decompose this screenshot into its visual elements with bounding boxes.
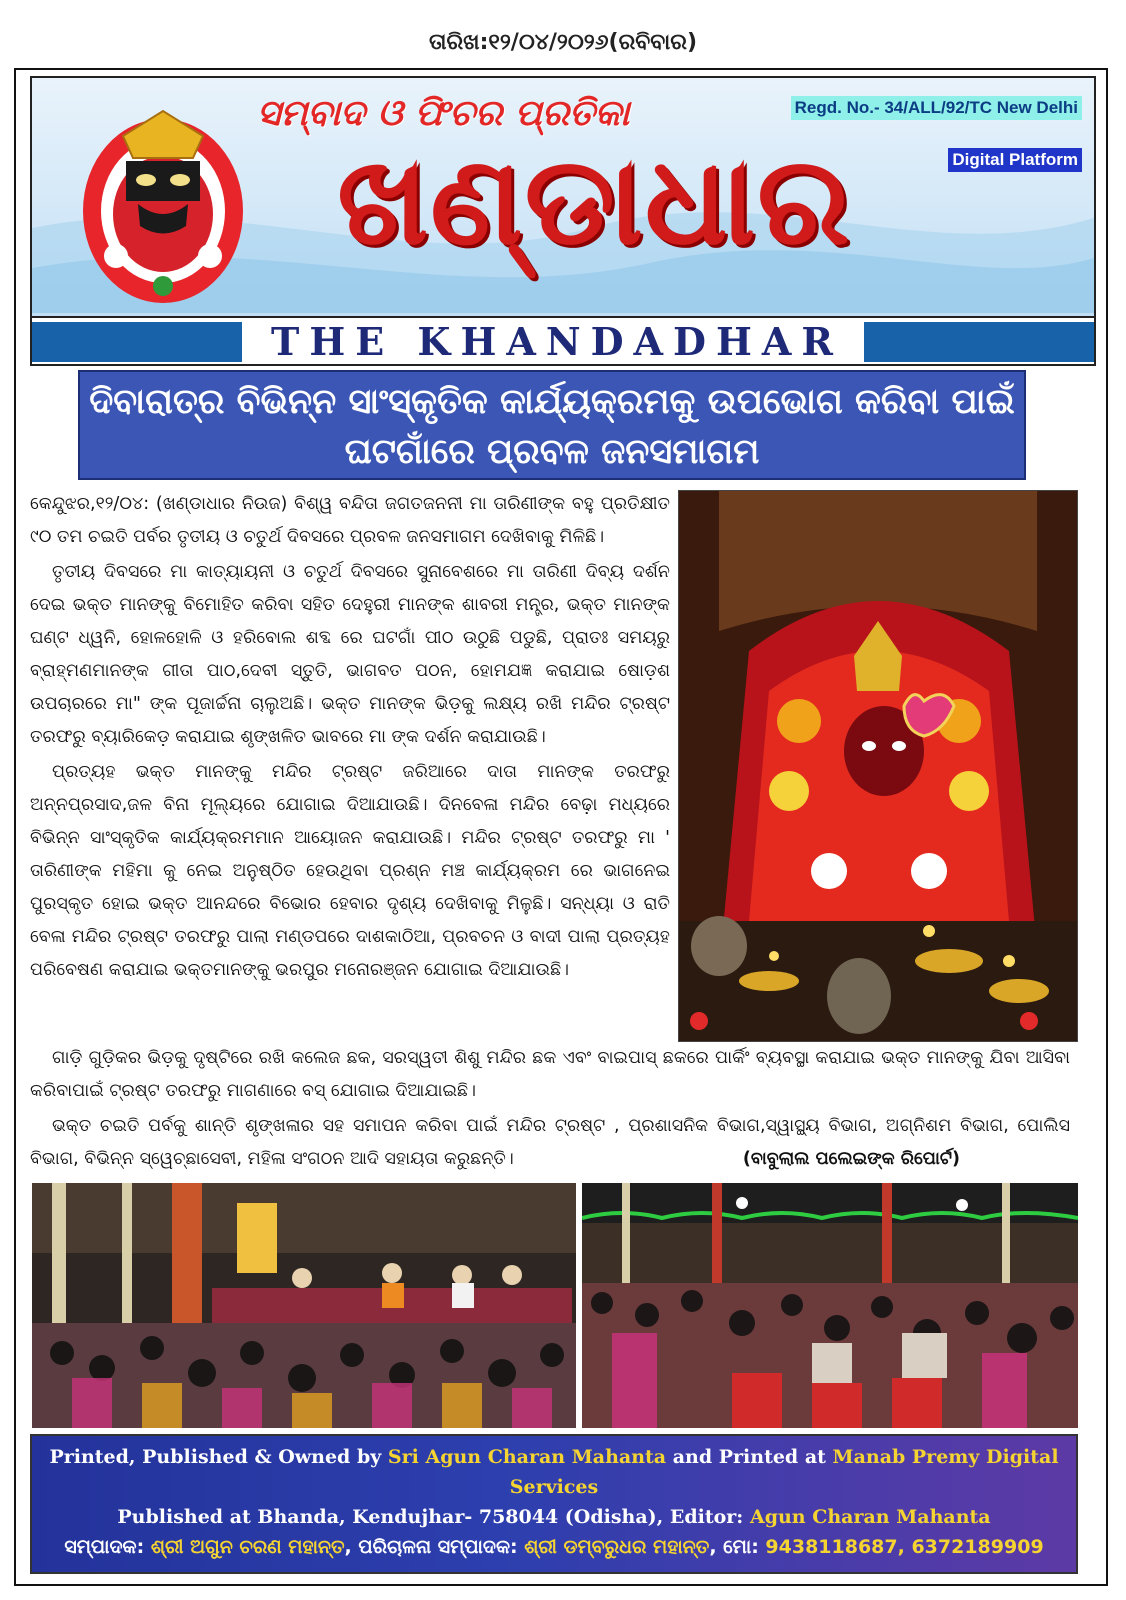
headline-line-1: ଦିବାରାତ୍ର ବିଭିନ୍ନ ସାଂସ୍କୃତିକ କାର୍ଯ୍ୟକ୍ରମକୁ ଉପଭୋଗ କରିବା ପାଇଁ: [89, 382, 1015, 422]
footer-printed-label: Printed, Published & Owned by: [49, 1446, 388, 1468]
crowd-photo-illustration: [582, 1183, 1078, 1428]
footer-editor-label-odia: ସମ୍ପାଦକ:: [64, 1536, 151, 1558]
footer-managing-editor-name: ଶ୍ରୀ ଡମ୍ବରୁଧର ମହାନ୍ତ: [524, 1536, 710, 1558]
stage-performance-photo: [32, 1183, 576, 1428]
article-paragraph-2: ତୃତୀୟ ଦିବସରେ ମା କାତ୍ୟାୟନୀ ଓ ଚତୁର୍ଥ ଦିବସରେ ସୁନାବେଶରେ ମା ତାରିଣୀ ଦିବ୍ୟ ଦର୍ଶନ ଦେଇ ଭକ୍ତ ମାନଙ୍କୁ ବିମୋହିତ କରିବା ସହିତ ଦେହୁରୀ ମାନଙ୍କ ଶାବରୀ ମନ୍ତ୍ର, ଭକ୍ତ ମାନଙ୍କ ଘଣ୍ଟ ଧ୍ୱନି, ହୋଳହୋଳି ଓ ହରିବୋଲ ଶବ୍ଦ ରେ ଘଟଗାଁ ପୀଠ ଉଠୁଛି ପଡୁଛି, ପ୍ରାତଃ ସମୟରୁ ବ୍ରାହ୍ମଣମାନଙ୍କ ଗୀତା ପାଠ,ଦେବୀ ସ୍ତୁତି, ଭାଗବତ ପଠନ, ହୋମଯଜ୍ଞ କରାଯାଇ ଷୋଡ଼ଶ ଉପଚାରରେ ମା" ଙ୍କ ପୂଜାର୍ଚ୍ଚନା ଚାଲୁଅଛି। ଭକ୍ତ ମାନଙ୍କ ଭିଡ଼କୁ ଲକ୍ଷ୍ୟ ରଖି ମନ୍ଦିର ଟ୍ରଷ୍ଟ ତରଫରୁ ବ୍ୟାରିକେଡ଼ କରାଯାଇ ଶୃଙ୍ଖଳିତ ଭାବରେ ମା ଙ୍କ ଦର୍ଶନ କରାଯାଉଛି।: [30, 562, 670, 747]
goddess-emblem-icon: [78, 106, 248, 306]
bar-block-right: [864, 322, 1096, 362]
english-name: THE KHANDADHAR: [271, 319, 843, 364]
registration-number: Regd. No.- 34/ALL/92/TC New Delhi: [791, 96, 1082, 120]
english-name-bar: [32, 316, 1094, 366]
footer-published-label: Published at Bhanda, Kendujhar- 758044 (Odisha), Editor:: [117, 1506, 750, 1528]
footer-managing-editor-label: , ପରିଚାଳନା ସମ୍ପାଦକ:: [344, 1536, 525, 1558]
headline: [78, 370, 1026, 480]
date-line: ତାରିଖ:୧୨/୦୪/୨୦୨୬(ରବିବାର): [428, 30, 698, 55]
footer-line-1: [32, 1442, 1076, 1502]
masthead-title: ଖଣ୍ଡାଧାର: [337, 128, 852, 272]
deity-photo: [678, 490, 1078, 1042]
masthead: [30, 76, 1096, 366]
bar-block-left: [32, 322, 242, 362]
article-paragraph-3: ପ୍ରତ୍ୟହ ଭକ୍ତ ମାନଙ୍କୁ ମନ୍ଦିର ଟ୍ରଷ୍ଟ ଜରିଆରେ ଦାତା ମାନଙ୍କ ତରଫରୁ ଅନ୍ନପ୍ରସାଦ,ଜଳ ବିନା ମୂଲ୍ୟରେ ଯୋଗାଇ ଦିଆଯାଉଛି। ଦିନବେଳା ମନ୍ଦିର ବେଢ଼ା ମଧ୍ୟରେ ବିଭିନ୍ନ ସାଂସ୍କୃତିକ କାର୍ଯ୍ୟକ୍ରମମାନ ଆୟୋଜନ କରାଯାଉଛି। ମନ୍ଦିର ଟ୍ରଷ୍ଟ ତରଫରୁ ମା ' ତାରିଣୀଙ୍କ ମହିମା କୁ ନେଇ ଅନୁଷ୍ଠିତ ହେଉଥିବା ପ୍ରଶ୍ନ ମଞ୍ଚ କାର୍ଯ୍ୟକ୍ରମ ରେ ଭାଗନେଇ ପୁରସ୍କୃତ ହୋଇ ଭକ୍ତ ଆନନ୍ଦରେ ବିଭୋର ହେବାର ଦୃଶ୍ୟ ଦେଖିବାକୁ ମିଳୁଛି। ସନ୍ଧ୍ୟା ଓ ରାତି ବେଳା ମନ୍ଦିର ଟ୍ରଷ୍ଟ ତରଫରୁ ପାଲା ମଣ୍ଡପରେ ଦାଶକାଠିଆ, ପ୍ରବଚନ ଓ ବାଦୀ ପାଲା ପ୍ରତ୍ୟହ ପରିବେଷଣ କରାଯାଇ ଭକ୍ତମାନଙ୍କୁ ଭରପୁର ମନୋରଞ୍ଜନ ଯୋଗାଇ ଦିଆଯାଉଛି।: [30, 762, 670, 980]
article-paragraph-1: କେନ୍ଦୁଝର,୧୨/୦୪: (ଖଣ୍ଡାଧାର ନିଉଜ) ବିଶ୍ୱ ବନ୍ଦିତା ଜଗତଜନନୀ ମା ତାରିଣୀଙ୍କ ବହୁ ପ୍ରତିକ୍ଷୀତ ୯୦ ତମ ଚଇତି ପର୍ବର ତୃତୀୟ ଓ ଚତୁର୍ଥ ଦିବସରେ ପ୍ରବଳ ଜନସମାଗମ ଦେଖିବାକୁ ମିଳିଛି।: [30, 494, 670, 547]
footer-printed-at-label: and Printed at: [666, 1446, 833, 1468]
article-paragraph-4: ଗାଡ଼ି ଗୁଡ଼ିକର ଭିଡ଼କୁ ଦୃଷ୍ଟିରେ ରଖି କଲେଜ ଛକ, ସରସ୍ୱତୀ ଶିଶୁ ମନ୍ଦିର ଛକ ଏବଂ ବାଇପାସ୍ ଛକରେ ପାର୍କିଂ ବ୍ୟବସ୍ଥା କରାଯାଇ ଭକ୍ତ ମାନଙ୍କୁ ଯିବା ଆସିବା କରିବାପାଇଁ ଟ୍ରଷ୍ଟ ତରଫରୁ ମାଗଣାରେ ବସ୍ ଯୋଗାଇ ଦିଆଯାଇଛି।: [30, 1048, 1070, 1101]
devotee-crowd-photo: [582, 1183, 1078, 1428]
masthead-subtitle: ସମ୍ବାଦ ଓ ଫିଚର ପ୍ରତିକା: [257, 93, 630, 134]
article-paragraph-5: [30, 1110, 1070, 1176]
article-column: [30, 488, 670, 989]
article-continuation: [30, 1042, 1070, 1178]
footer-phone-numbers: 9438118687, 6372189909: [765, 1536, 1044, 1558]
footer-editor-name-odia: ଶ୍ରୀ ଅଗୁନ ଚରଣ ମହାନ୍ତ: [150, 1536, 345, 1558]
footer-imprint: [30, 1434, 1078, 1574]
footer-owner-name: Sri Agun Charan Mahanta: [387, 1446, 667, 1468]
footer-line-3: [32, 1532, 1076, 1562]
footer-line-2: [32, 1502, 1076, 1532]
deity-photo-illustration: [679, 491, 1077, 1041]
footer-mobile-label: , ମୋ:: [709, 1536, 766, 1558]
headline-line-2: ଘଟଗାଁରେ ପ୍ରବଳ ଜନସମାଗମ: [344, 432, 760, 472]
footer-editor-name: Agun Charan Mahanta: [749, 1506, 991, 1528]
article-paragraph-5-text: ଭକ୍ତ ଚଇତି ପର୍ବକୁ ଶାନ୍ତି ଶୃଙ୍ଖଳାର ସହ ସମାପନ କରିବା ପାଇଁ ମନ୍ଦିର ଟ୍ରଷ୍ଟ , ପ୍ରଶାସନିକ ବିଭାଗ,ସ୍ୱାସ୍ଥ୍ୟ ବିଭାଗ, ଅଗ୍ନିଶମ ବିଭାଗ, ପୋଲିସ ବିଭାଗ, ବିଭିନ୍ନ ସ୍ୱେଚ୍ଛାସେବୀ, ମହିଳା ସଂଗଠନ ଆଦି ସହାୟତା କରୁଛନ୍ତି।: [30, 1116, 1070, 1169]
byline: (ବାବୁଲାଲ ପଲେଇଙ୍କ ରିପୋର୍ଟ): [742, 1149, 960, 1169]
stage-photo-illustration: [32, 1183, 576, 1428]
digital-platform-badge: Digital Platform: [948, 148, 1082, 172]
footer-printer-name: Manab Premy Digital Services: [509, 1446, 1059, 1498]
